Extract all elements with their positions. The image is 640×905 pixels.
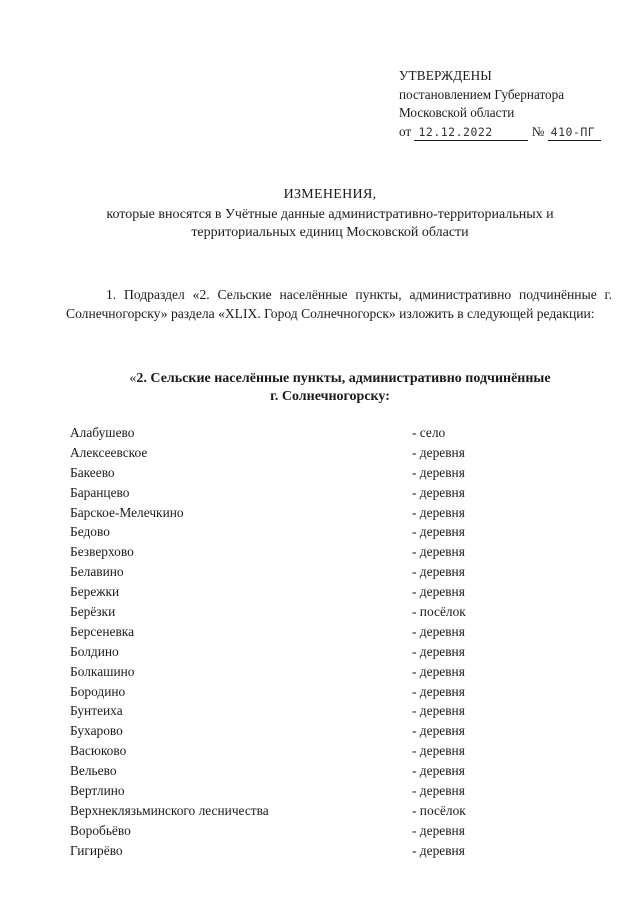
settlement-type: - деревня [412, 703, 465, 719]
settlement-list [70, 423, 490, 861]
approval-title: УТВЕРЖДЕНЫ [399, 68, 493, 83]
settlement-row [70, 801, 490, 821]
settlement-type: - деревня [412, 783, 465, 799]
approval-line-1: постановлением Губернатора [399, 86, 565, 102]
settlement-type: - деревня [412, 504, 465, 520]
settlement-name: Баранцево [70, 484, 130, 500]
settlement-type: - посёлок [412, 604, 466, 620]
number-prefix: № [531, 123, 545, 139]
settlement-name: Вертлино [70, 783, 125, 799]
settlement-row [70, 503, 490, 523]
settlement-row [70, 781, 490, 801]
settlement-type: - деревня [412, 484, 465, 500]
subsection-title-text: 2. Сельские населённые пункты, административно подчинённые [136, 371, 551, 386]
settlement-type: - деревня [412, 683, 465, 699]
settlement-type: - деревня [412, 643, 465, 659]
settlement-row [70, 682, 490, 702]
settlement-name: Гигирёво [70, 842, 123, 858]
document-subtitle: которые вносятся в Учётные данные административно-территориальных и территориальных единиц Московской области [106, 207, 554, 240]
settlement-name: Бунтеиха [70, 703, 123, 719]
settlement-name: Болкашино [70, 663, 135, 679]
settlement-name: Белавино [70, 564, 124, 580]
settlement-type: - деревня [412, 743, 465, 759]
settlement-name: Бухарово [70, 723, 123, 739]
settlement-row [70, 423, 490, 443]
document-title: ИЗМЕНЕНИЯ, [283, 187, 377, 202]
settlement-row [70, 582, 490, 602]
settlement-row [70, 662, 490, 682]
settlement-name: Бакеево [70, 464, 115, 480]
approval-date: 12.12.2022 [414, 125, 528, 141]
settlement-name: Алексеевское [70, 444, 148, 460]
settlement-name: Барское-Мелечкино [70, 504, 184, 520]
settlement-row [70, 821, 490, 841]
settlement-row [70, 741, 490, 761]
settlement-type: - деревня [412, 444, 465, 460]
approval-block [399, 67, 619, 141]
settlement-type: - деревня [412, 723, 465, 739]
settlement-row [70, 522, 490, 542]
settlement-name: Болдино [70, 643, 119, 659]
subsection-title-line-1 [70, 369, 590, 388]
settlement-type: - деревня [412, 822, 465, 838]
settlement-row [70, 721, 490, 741]
settlement-row [70, 542, 490, 562]
settlement-type: - деревня [412, 584, 465, 600]
settlement-type: - село [412, 425, 446, 440]
settlement-type: - деревня [412, 763, 465, 779]
settlement-row [70, 483, 490, 503]
settlement-type: - деревня [412, 564, 465, 580]
settlement-type: - деревня [412, 663, 465, 679]
settlement-name: Алабушево [70, 425, 135, 440]
subsection-quote-mark: « [129, 371, 137, 386]
settlement-row [70, 841, 490, 861]
settlement-name: Васюково [70, 743, 127, 759]
settlement-name: Берёзки [70, 604, 116, 620]
settlement-name: Безверхово [70, 544, 134, 560]
settlement-name: Воробьёво [70, 822, 131, 838]
settlement-name: Бородино [70, 683, 126, 699]
settlement-row [70, 443, 490, 463]
settlement-name: Вельево [70, 763, 117, 779]
subsection-title-line-2: г. Солнечногорску: [270, 389, 390, 404]
settlement-name: Бережки [70, 584, 120, 600]
settlement-row [70, 562, 490, 582]
amendment-paragraph: 1. Подраздел «2. Сельские населённые пункты, административно подчинённые г. Солнечногорску» раздела «XLIX. Город Солнечногорск» изложить в следующей редакции: [66, 287, 612, 321]
settlement-row [70, 701, 490, 721]
approval-line-2: Московской области [399, 105, 515, 120]
approval-date-number [399, 123, 619, 142]
settlement-row [70, 602, 490, 622]
settlement-row [70, 761, 490, 781]
settlement-name: Верхнеклязьминского лесничества [70, 802, 269, 818]
settlement-row [70, 642, 490, 662]
settlement-row [70, 463, 490, 483]
settlement-row [70, 622, 490, 642]
settlement-type: - деревня [412, 842, 465, 858]
settlement-type: - деревня [412, 524, 465, 540]
settlement-name: Бедово [70, 524, 110, 540]
settlement-name: Берсеневка [70, 623, 135, 639]
approval-number: 410-ПГ [548, 125, 601, 141]
settlement-type: - деревня [412, 464, 465, 480]
settlement-type: - деревня [412, 623, 465, 639]
date-prefix: от [399, 123, 412, 139]
settlement-type: - посёлок [412, 802, 466, 818]
settlement-type: - деревня [412, 544, 465, 560]
